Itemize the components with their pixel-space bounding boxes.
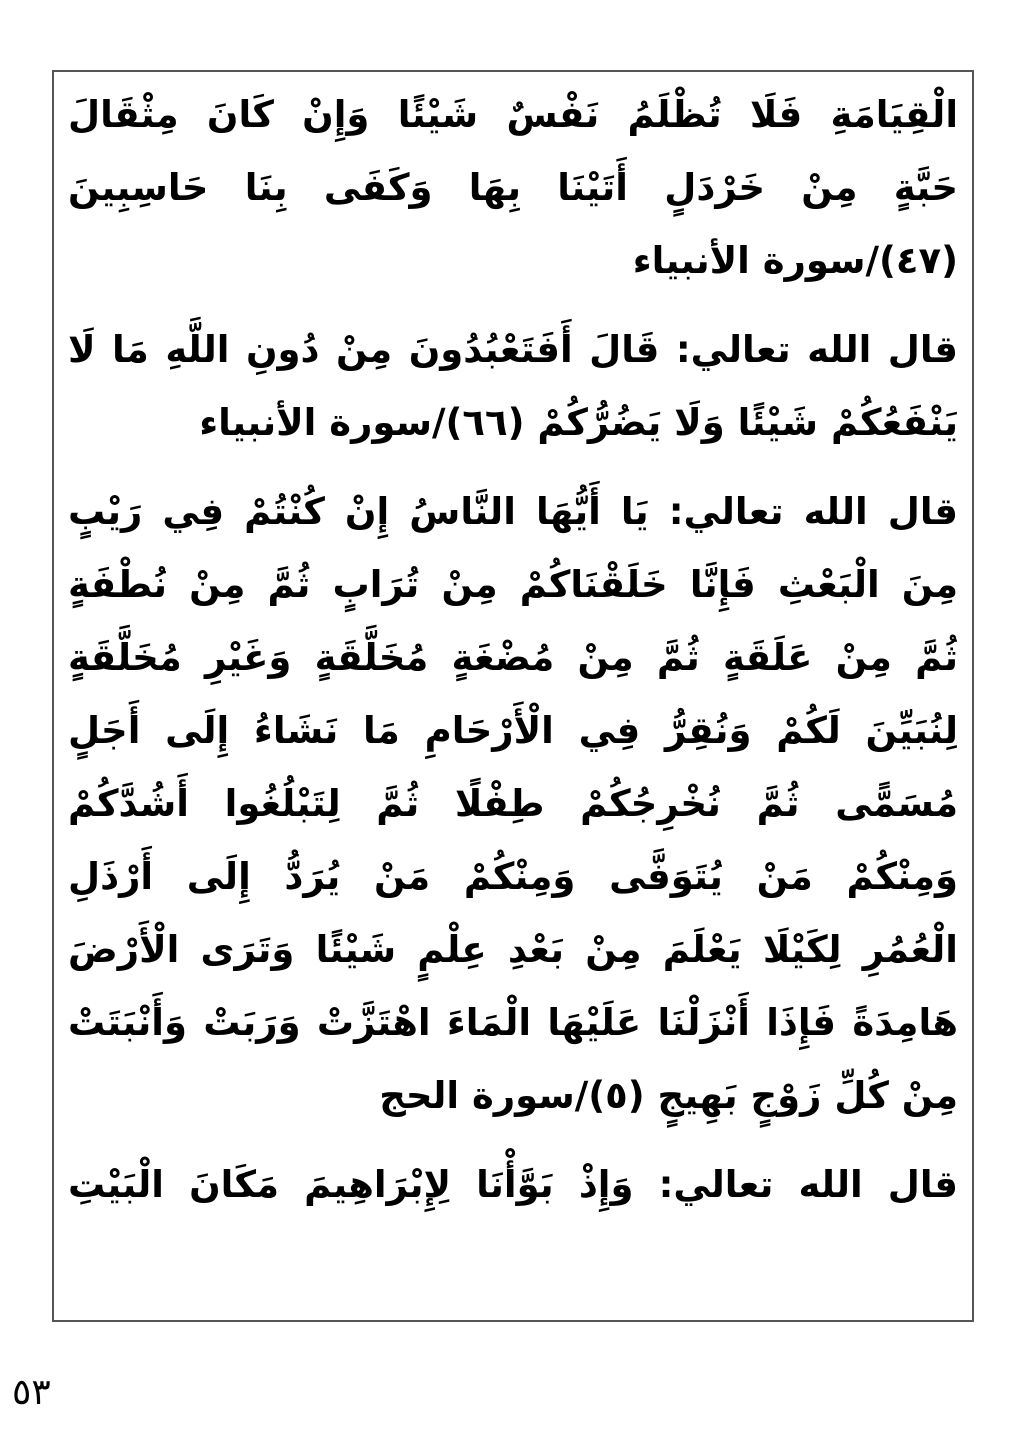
surah-reference-line: (٤٧)/سورة الأنبياء	[632, 239, 958, 282]
text-line: حَبَّةٍ مِنْ خَرْدَلٍ أَتَيْنَا بِهَا وَكَفَى بِنَا حَاسِبِينَ	[68, 166, 958, 209]
text-line: قال الله تعالي: قَالَ أَفَتَعْبُدُونَ مِنْ دُونِ اللَّهِ مَا لَا	[68, 328, 958, 371]
text-line: هَامِدَةً فَإِذَا أَنْزَلْنَا عَلَيْهَا الْمَاءَ اهْتَزَّتْ وَرَبَتْ وَأَنْبَتَتْ	[68, 1001, 958, 1044]
verse-block-4	[68, 1148, 958, 1221]
text-line: ثُمَّ مِنْ عَلَقَةٍ ثُمَّ مِنْ مُضْغَةٍ مُخَلَّقَةٍ وَغَيْرِ مُخَلَّقَةٍ	[68, 636, 958, 679]
text-line: الْقِيَامَةِ فَلَا تُظْلَمُ نَفْسٌ شَيْئًا وَإِنْ كَانَ مِثْقَالَ	[68, 93, 958, 136]
text-line: قال الله تعالي: يَا أَيُّهَا النَّاسُ إِنْ كُنْتُمْ فِي رَيْبٍ	[68, 490, 958, 533]
text-line: قال الله تعالي: وَإِذْ بَوَّأْنَا لِإِبْرَاهِيمَ مَكَانَ الْبَيْتِ	[68, 1163, 958, 1206]
surah-reference-line: مِنْ كُلِّ زَوْجٍ بَهِيجٍ (٥)/سورة الحج	[379, 1074, 958, 1117]
text-line: الْعُمُرِ لِكَيْلَا يَعْلَمَ مِنْ بَعْدِ عِلْمٍ شَيْئًا وَتَرَى الْأَرْضَ	[68, 928, 958, 971]
surah-reference-line: يَنْفَعُكُمْ شَيْئًا وَلَا يَضُرُّكُمْ (٦٦)/سورة الأنبياء	[199, 401, 958, 444]
verse-block-1	[68, 78, 958, 297]
text-line: مِنَ الْبَعْثِ فَإِنَّا خَلَقْنَاكُمْ مِنْ تُرَابٍ ثُمَّ مِنْ نُطْفَةٍ	[68, 563, 958, 606]
text-line: لِنُبَيِّنَ لَكُمْ وَنُقِرُّ فِي الْأَرْحَامِ مَا نَشَاءُ إِلَى أَجَلٍ	[68, 709, 958, 752]
text-line: وَمِنْكُمْ مَنْ يُتَوَفَّى وَمِنْكُمْ مَنْ يُرَدُّ إِلَى أَرْذَلِ	[68, 855, 958, 898]
text-line: مُسَمًّى ثُمَّ نُخْرِجُكُمْ طِفْلًا ثُمَّ لِتَبْلُغُوا أَشُدَّكُمْ	[68, 782, 958, 825]
verse-block-2	[68, 313, 958, 459]
verse-block-3	[68, 475, 958, 1132]
page-text-frame	[52, 70, 974, 1322]
page-number: ٥٣	[12, 1372, 51, 1413]
